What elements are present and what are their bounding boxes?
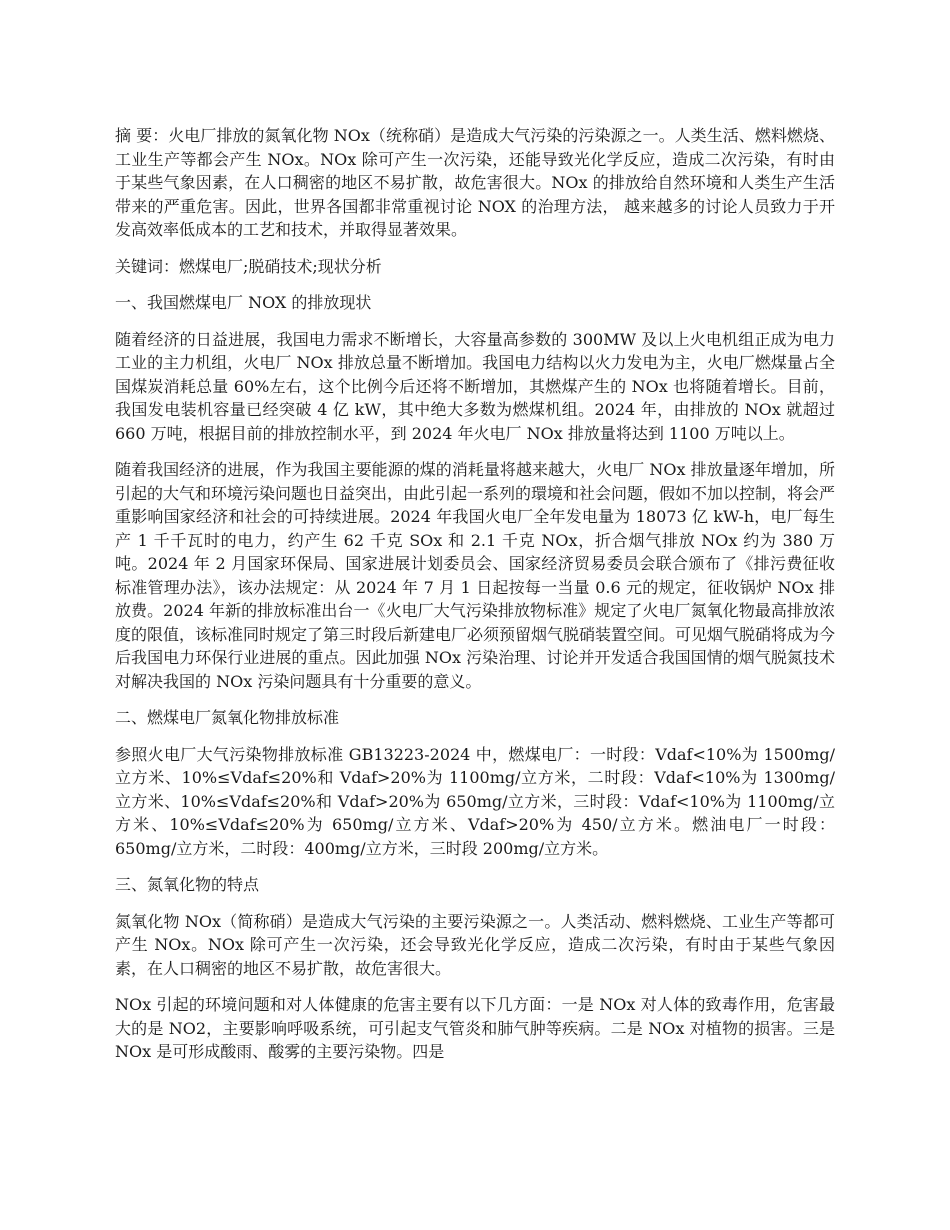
section-3-paragraph-1: 氮氧化物 NOx（简称硝）是造成大气污染的主要污染源之一。人类活动、燃料燃烧、工业生产等都可产生 NOx。NOx 除可产生一次污染，还会导致光化学反应，造成二次污染，有时由于某些气象因素，在人口稠密的地区不易扩散，故危害很大。 — [115, 911, 835, 978]
section-2-paragraph-1: 参照火电厂大气污染物排放标准 GB13223-2024 中，燃煤电厂：一时段：Vdaf<10%为 1500mg/立方米、10%≤Vdaf≤20%和 Vdaf>20%为 1100mg/立方米，二时段：Vdaf<10%为 1300mg/立方米、10%≤Vdaf≤20%和 Vdaf>20%为 650mg/立方米，三时段：Vdaf<10%为 1100mg/立方米、10%≤Vdaf≤20%为 650mg/立方米、Vdaf>20%为 450/立方米。燃油电厂一时段：650mg/立方米，二时段：400mg/立方米，三时段 200mg/立方米。 — [115, 744, 835, 858]
section-3-paragraph-2: NOx 引起的环境问题和对人体健康的危害主要有以下几方面：一是 NOx 对人体的致毒作用，危害最大的是 NO2，主要影响呼吸系统，可引起支气管炎和肺气肿等疾病。二是 NOx 对植物的损害。三是 NOx 是可形成酸雨、酸雾的主要污染物。四是 — [115, 995, 835, 1061]
section-2-heading: 二、燃煤电厂氮氧化物排放标准 — [115, 708, 340, 727]
abstract-paragraph: 摘 要：火电厂排放的氮氧化物 NOx（统称硝）是造成大气污染的污染源之一。人类生活、燃料燃烧、工业生产等都会产生 NOx。NOx 除可产生一次污染，还能导致光化学反应，造成二次污染，有时由于某些气象因素，在人口稠密的地区不易扩散，故危害很大。NOx 的排放给自然环境和人类生产生活带来的严重危害。因此，世界各国都非常重视讨论 NOX 的治理方法， 越来越多的讨论人员致力于开发高效率低成本的工艺和技术，并取得显著效果。 — [115, 126, 835, 239]
section-1-heading: 一、我国燃煤电厂 NOX 的排放现状 — [115, 293, 372, 312]
section-1-paragraph-2: 随着我国经济的进展，作为我国主要能源的煤的消耗量将越来越大，火电厂 NOx 排放量逐年增加，所引起的大气和环境污染问题也日益突出，由此引起一系列的環境和社会问题，假如不加以控制，将会严重影响国家经济和社会的可持续进展。2024 年我国火电厂全年发电量为 18073 亿 kW-h，电厂每生产 1 千千瓦时的电力，约产生 62 千克 SOx 和 2.1 千克 NOx，折合烟气排放 NOx 约为 380 万吨。2024 年 2 月国家环保局、国家进展计划委员会、国家经济贸易委员会联合颁布了《排污费征收标准管理办法》，该办法规定：从 2024 年 7 月 1 日起按每一当量 0.6 元的规定，征收锅炉 NOx 排放费。2024 年新的排放标准出台一《火电厂大气污染排放物标准》规定了火电厂氮氧化物最高排放浓度的限值，该标准同时规定了第三时段后新建电厂必须预留烟气脱硝装置空间。可见烟气脱硝将成为今后我国电力环保行业进展的重点。因此加强 NOx 污染治理、讨论并开发适合我国国情的烟气脱氮技术对解决我国的 NOx 污染问题具有十分重要的意义。 — [115, 460, 836, 691]
section-1-paragraph-1: 随着经济的日益进展，我国电力需求不断增长，大容量高参数的 300MW 及以上火电机组正成为电力工业的主力机组，火电厂 NOx 排放总量不断增加。我国电力结构以火力发电为主，火电厂燃煤量占全国煤炭消耗总量 60%左右，这个比例今后还将不断增加，其燃煤产生的 NOx 也将随着增长。目前，我国发电装机容量已经突破 4 亿 kW，其中绝大多数为燃煤机组。2024 年，由排放的 NOx 就超过 660 万吨，根据目前的排放控制水平，到 2024 年火电厂 NOx 排放量将达到 1100 万吨以上。 — [115, 329, 835, 443]
section-3-heading: 三、氮氧化物的特点 — [115, 875, 260, 894]
keywords-line: 关键词：燃煤电厂;脱硝技术;现状分析 — [115, 256, 382, 276]
